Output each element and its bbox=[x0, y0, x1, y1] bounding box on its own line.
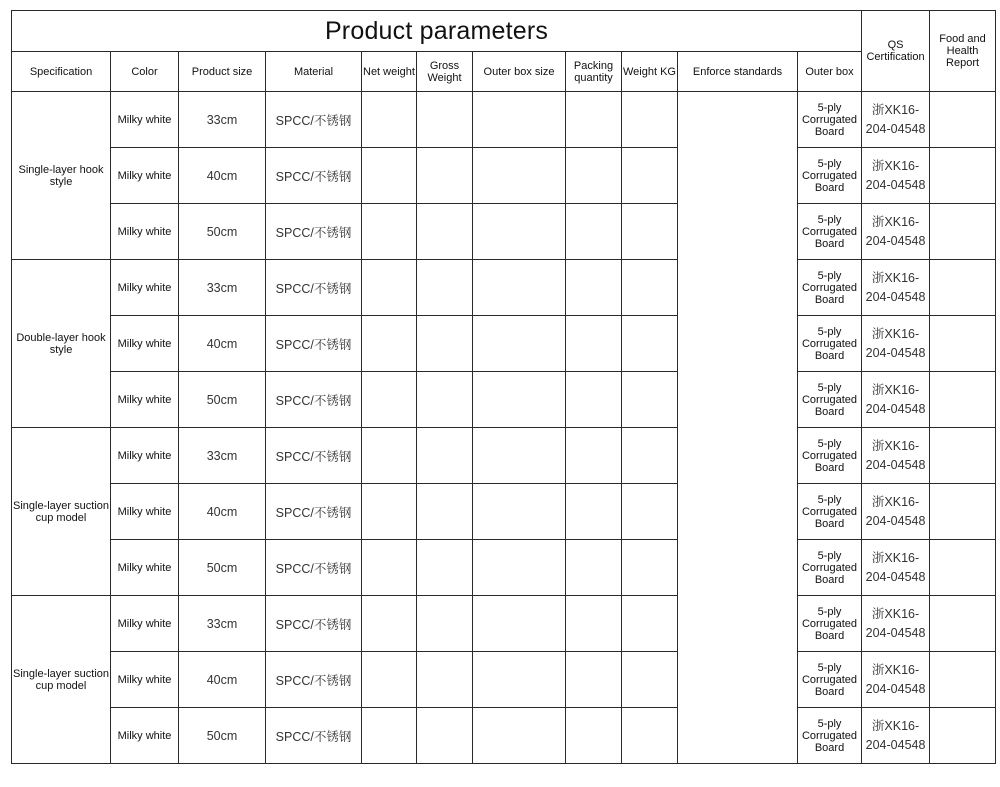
color-cell: Milky white bbox=[111, 428, 179, 484]
gross-weight-cell bbox=[417, 484, 473, 540]
product-parameters-table bbox=[11, 10, 996, 764]
qs-cell: 浙XK16-204-04548 bbox=[862, 316, 930, 372]
weight-kg-cell bbox=[622, 708, 678, 764]
table-row bbox=[12, 148, 996, 204]
packing-quantity-cell bbox=[566, 204, 622, 260]
header-packing-quantity: Packing quantity bbox=[566, 52, 622, 92]
net-weight-cell bbox=[362, 708, 417, 764]
outer-box-cell: 5-ply Corrugated Board bbox=[798, 316, 862, 372]
size-cell: 50cm bbox=[179, 708, 266, 764]
color-cell: Milky white bbox=[111, 148, 179, 204]
material-cell: SPCC/不锈钢 bbox=[266, 540, 362, 596]
size-cell: 33cm bbox=[179, 428, 266, 484]
outer-box-cell: 5-ply Corrugated Board bbox=[798, 148, 862, 204]
material-cell: SPCC/不锈钢 bbox=[266, 708, 362, 764]
header-weight-kg: Weight KG bbox=[622, 52, 678, 92]
qs-cell: 浙XK16-204-04548 bbox=[862, 596, 930, 652]
gross-weight-cell bbox=[417, 92, 473, 148]
weight-kg-cell bbox=[622, 652, 678, 708]
qs-cell: 浙XK16-204-04548 bbox=[862, 708, 930, 764]
food-health-cell bbox=[930, 428, 996, 484]
header-outer-box-size: Outer box size bbox=[473, 52, 566, 92]
packing-quantity-cell bbox=[566, 428, 622, 484]
gross-weight-cell bbox=[417, 148, 473, 204]
color-cell: Milky white bbox=[111, 92, 179, 148]
outer-box-size-cell bbox=[473, 708, 566, 764]
outer-box-cell: 5-ply Corrugated Board bbox=[798, 708, 862, 764]
material-cell: SPCC/不锈钢 bbox=[266, 484, 362, 540]
color-cell: Milky white bbox=[111, 260, 179, 316]
material-cell: SPCC/不锈钢 bbox=[266, 372, 362, 428]
color-cell: Milky white bbox=[111, 596, 179, 652]
outer-box-cell: 5-ply Corrugated Board bbox=[798, 372, 862, 428]
net-weight-cell bbox=[362, 428, 417, 484]
gross-weight-cell bbox=[417, 708, 473, 764]
qs-cell: 浙XK16-204-04548 bbox=[862, 540, 930, 596]
outer-box-size-cell bbox=[473, 428, 566, 484]
net-weight-cell bbox=[362, 372, 417, 428]
gross-weight-cell bbox=[417, 260, 473, 316]
color-cell: Milky white bbox=[111, 652, 179, 708]
header-outer-box: Outer box bbox=[798, 52, 862, 92]
table-row bbox=[12, 540, 996, 596]
enforce-standards-cell bbox=[678, 92, 798, 764]
outer-box-size-cell bbox=[473, 148, 566, 204]
color-cell: Milky white bbox=[111, 372, 179, 428]
outer-box-cell: 5-ply Corrugated Board bbox=[798, 596, 862, 652]
table-row bbox=[12, 596, 996, 652]
material-cell: SPCC/不锈钢 bbox=[266, 428, 362, 484]
outer-box-size-cell bbox=[473, 652, 566, 708]
net-weight-cell bbox=[362, 596, 417, 652]
table-row bbox=[12, 260, 996, 316]
net-weight-cell bbox=[362, 204, 417, 260]
packing-quantity-cell bbox=[566, 652, 622, 708]
outer-box-size-cell bbox=[473, 540, 566, 596]
food-health-cell bbox=[930, 148, 996, 204]
gross-weight-cell bbox=[417, 596, 473, 652]
outer-box-cell: 5-ply Corrugated Board bbox=[798, 92, 862, 148]
size-cell: 50cm bbox=[179, 372, 266, 428]
qs-cell: 浙XK16-204-04548 bbox=[862, 372, 930, 428]
weight-kg-cell bbox=[622, 596, 678, 652]
packing-quantity-cell bbox=[566, 708, 622, 764]
header-qs-certification: QS Certification bbox=[862, 11, 930, 92]
net-weight-cell bbox=[362, 148, 417, 204]
header-color: Color bbox=[111, 52, 179, 92]
packing-quantity-cell bbox=[566, 92, 622, 148]
table-row bbox=[12, 204, 996, 260]
packing-quantity-cell bbox=[566, 596, 622, 652]
spec-cell: Double-layer hook style bbox=[12, 260, 111, 428]
size-cell: 40cm bbox=[179, 316, 266, 372]
food-health-cell bbox=[930, 484, 996, 540]
color-cell: Milky white bbox=[111, 316, 179, 372]
weight-kg-cell bbox=[622, 484, 678, 540]
table-title: Product parameters bbox=[12, 11, 862, 52]
outer-box-size-cell bbox=[473, 596, 566, 652]
gross-weight-cell bbox=[417, 428, 473, 484]
food-health-cell bbox=[930, 204, 996, 260]
outer-box-size-cell bbox=[473, 316, 566, 372]
table-row bbox=[12, 708, 996, 764]
size-cell: 50cm bbox=[179, 540, 266, 596]
table-row bbox=[12, 652, 996, 708]
header-product-size: Product size bbox=[179, 52, 266, 92]
qs-cell: 浙XK16-204-04548 bbox=[862, 204, 930, 260]
spec-cell: Single-layer hook style bbox=[12, 92, 111, 260]
spec-cell: Single-layer suction cup model bbox=[12, 596, 111, 764]
outer-box-size-cell bbox=[473, 92, 566, 148]
table-row bbox=[12, 428, 996, 484]
packing-quantity-cell bbox=[566, 540, 622, 596]
qs-cell: 浙XK16-204-04548 bbox=[862, 428, 930, 484]
qs-cell: 浙XK16-204-04548 bbox=[862, 148, 930, 204]
qs-cell: 浙XK16-204-04548 bbox=[862, 652, 930, 708]
packing-quantity-cell bbox=[566, 372, 622, 428]
size-cell: 40cm bbox=[179, 148, 266, 204]
packing-quantity-cell bbox=[566, 316, 622, 372]
weight-kg-cell bbox=[622, 540, 678, 596]
weight-kg-cell bbox=[622, 148, 678, 204]
color-cell: Milky white bbox=[111, 204, 179, 260]
net-weight-cell bbox=[362, 652, 417, 708]
food-health-cell bbox=[930, 316, 996, 372]
packing-quantity-cell bbox=[566, 148, 622, 204]
weight-kg-cell bbox=[622, 204, 678, 260]
header-gross-weight: Gross Weight bbox=[417, 52, 473, 92]
packing-quantity-cell bbox=[566, 484, 622, 540]
outer-box-cell: 5-ply Corrugated Board bbox=[798, 540, 862, 596]
food-health-cell bbox=[930, 596, 996, 652]
material-cell: SPCC/不锈钢 bbox=[266, 148, 362, 204]
food-health-cell bbox=[930, 652, 996, 708]
table-row bbox=[12, 372, 996, 428]
food-health-cell bbox=[930, 540, 996, 596]
color-cell: Milky white bbox=[111, 484, 179, 540]
color-cell: Milky white bbox=[111, 540, 179, 596]
gross-weight-cell bbox=[417, 540, 473, 596]
weight-kg-cell bbox=[622, 428, 678, 484]
table-row bbox=[12, 484, 996, 540]
outer-box-cell: 5-ply Corrugated Board bbox=[798, 652, 862, 708]
table-row bbox=[12, 316, 996, 372]
food-health-cell bbox=[930, 372, 996, 428]
weight-kg-cell bbox=[622, 92, 678, 148]
spec-cell: Single-layer suction cup model bbox=[12, 428, 111, 596]
outer-box-size-cell bbox=[473, 484, 566, 540]
weight-kg-cell bbox=[622, 316, 678, 372]
material-cell: SPCC/不锈钢 bbox=[266, 652, 362, 708]
size-cell: 40cm bbox=[179, 484, 266, 540]
table-row bbox=[12, 92, 996, 148]
gross-weight-cell bbox=[417, 652, 473, 708]
outer-box-cell: 5-ply Corrugated Board bbox=[798, 260, 862, 316]
qs-cell: 浙XK16-204-04548 bbox=[862, 260, 930, 316]
material-cell: SPCC/不锈钢 bbox=[266, 596, 362, 652]
header-net-weight: Net weight bbox=[362, 52, 417, 92]
net-weight-cell bbox=[362, 540, 417, 596]
material-cell: SPCC/不锈钢 bbox=[266, 316, 362, 372]
qs-cell: 浙XK16-204-04548 bbox=[862, 484, 930, 540]
net-weight-cell bbox=[362, 92, 417, 148]
packing-quantity-cell bbox=[566, 260, 622, 316]
header-enforce-standards: Enforce standards bbox=[678, 52, 798, 92]
food-health-cell bbox=[930, 92, 996, 148]
net-weight-cell bbox=[362, 316, 417, 372]
size-cell: 40cm bbox=[179, 652, 266, 708]
outer-box-size-cell bbox=[473, 260, 566, 316]
material-cell: SPCC/不锈钢 bbox=[266, 260, 362, 316]
size-cell: 33cm bbox=[179, 596, 266, 652]
outer-box-size-cell bbox=[473, 204, 566, 260]
outer-box-cell: 5-ply Corrugated Board bbox=[798, 484, 862, 540]
gross-weight-cell bbox=[417, 372, 473, 428]
gross-weight-cell bbox=[417, 204, 473, 260]
weight-kg-cell bbox=[622, 372, 678, 428]
size-cell: 50cm bbox=[179, 204, 266, 260]
food-health-cell bbox=[930, 708, 996, 764]
outer-box-cell: 5-ply Corrugated Board bbox=[798, 204, 862, 260]
gross-weight-cell bbox=[417, 316, 473, 372]
size-cell: 33cm bbox=[179, 260, 266, 316]
material-cell: SPCC/不锈钢 bbox=[266, 92, 362, 148]
header-specification: Specification bbox=[12, 52, 111, 92]
qs-cell: 浙XK16-204-04548 bbox=[862, 92, 930, 148]
header-food-health-report: Food and Health Report bbox=[930, 11, 996, 92]
color-cell: Milky white bbox=[111, 708, 179, 764]
net-weight-cell bbox=[362, 260, 417, 316]
outer-box-cell: 5-ply Corrugated Board bbox=[798, 428, 862, 484]
header-material: Material bbox=[266, 52, 362, 92]
size-cell: 33cm bbox=[179, 92, 266, 148]
food-health-cell bbox=[930, 260, 996, 316]
outer-box-size-cell bbox=[473, 372, 566, 428]
weight-kg-cell bbox=[622, 260, 678, 316]
net-weight-cell bbox=[362, 484, 417, 540]
material-cell: SPCC/不锈钢 bbox=[266, 204, 362, 260]
